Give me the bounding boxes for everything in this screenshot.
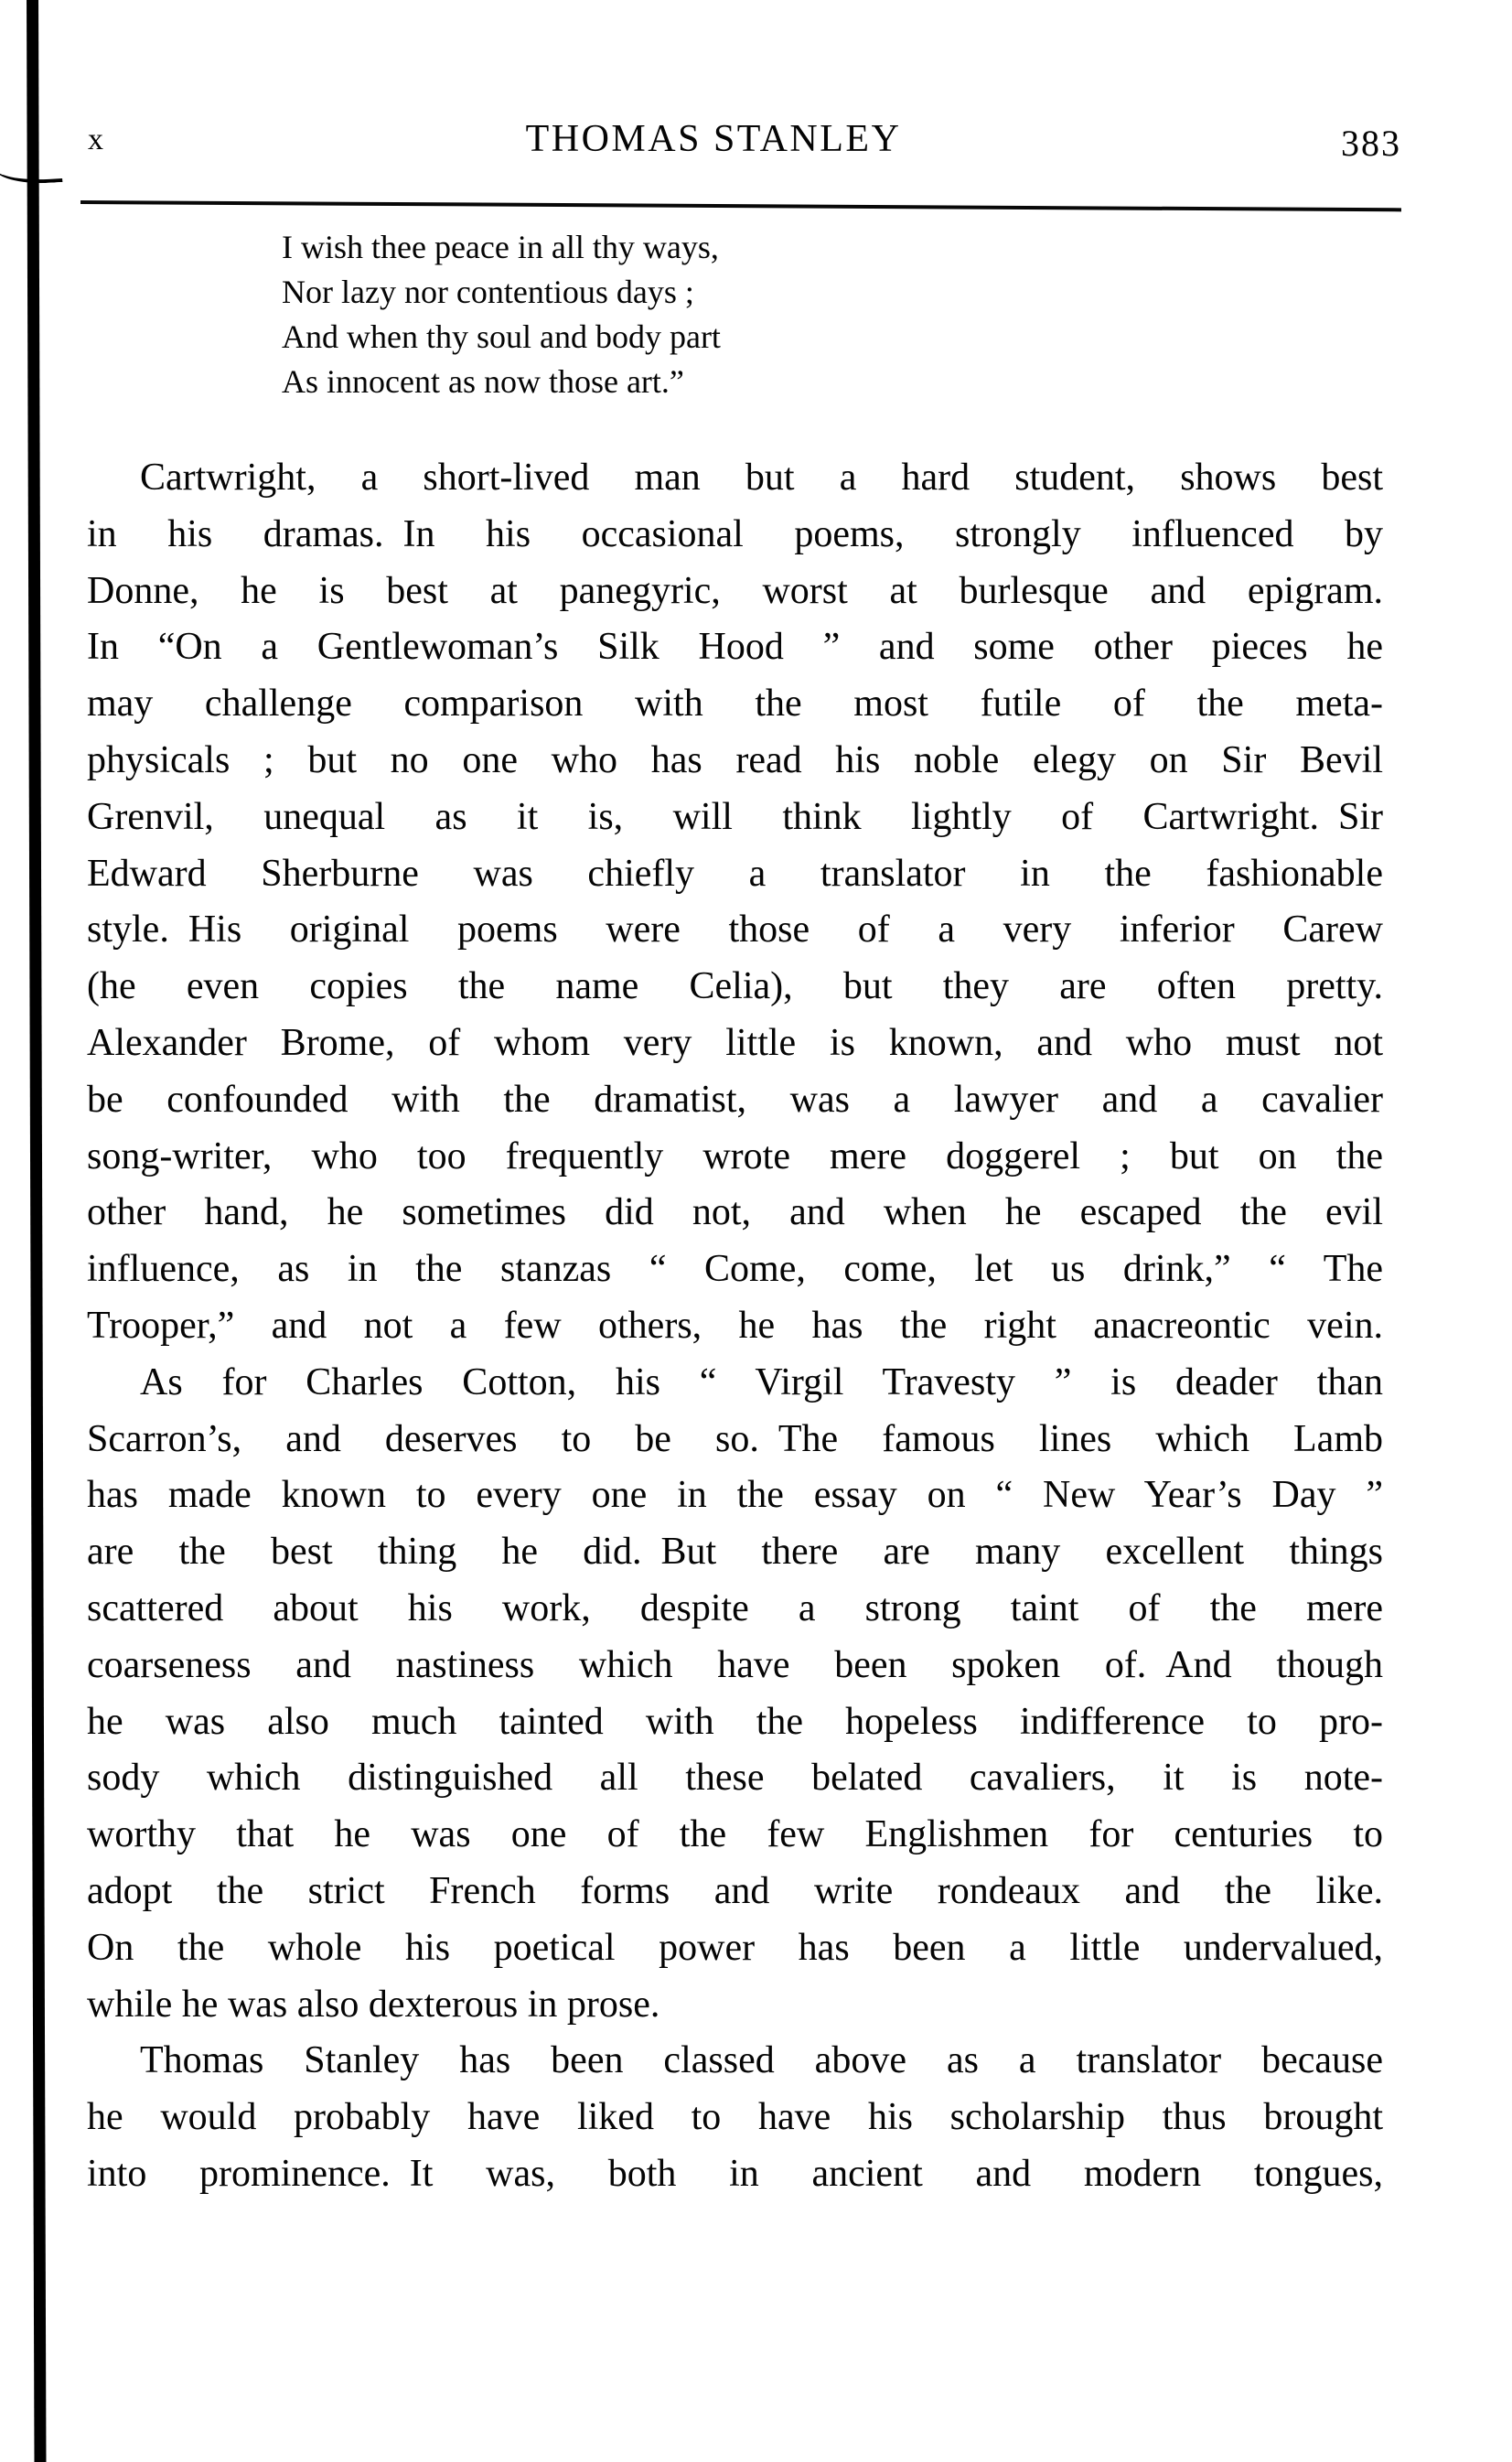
signature-mark: x bbox=[88, 123, 103, 156]
paragraph bbox=[87, 1355, 1383, 2034]
text-line: physicals ; but no one who has read his noble elegy on Sir Bevil bbox=[87, 738, 1383, 781]
text-line: Trooper,” and not a few others, he has the right anacreontic vein. bbox=[87, 1304, 1383, 1347]
text-line: Nor lazy nor contentious days ; bbox=[282, 274, 694, 310]
text-line: style. His original poems were those of a very inferior Carew bbox=[87, 908, 1383, 951]
running-title: THOMAS STANLEY bbox=[525, 118, 902, 160]
paragraph bbox=[87, 450, 1383, 1355]
text-line: into prominence. It was, both in ancient and modern tongues, bbox=[87, 2152, 1383, 2195]
text-line: On the whole his poetical power has been a little undervalued, bbox=[87, 1926, 1383, 1969]
text-line: scattered about his work, despite a strong taint of the mere bbox=[87, 1586, 1383, 1629]
scan-artifact-scratch bbox=[0, 164, 62, 186]
text-line: other hand, he sometimes did not, and when he escaped the evil bbox=[87, 1191, 1383, 1234]
text-line: As innocent as now those art.” bbox=[282, 363, 684, 400]
text-line: worthy that he was one of the few Englishmen for centuries to bbox=[87, 1813, 1383, 1856]
text-line: Thomas Stanley has been classed above as a translator because bbox=[140, 2039, 1383, 2082]
text-line: be confounded with the dramatist, was a lawyer and a cavalier bbox=[87, 1078, 1383, 1121]
text-line: Edward Sherburne was chiefly a translator in the fashionable bbox=[87, 852, 1383, 895]
text-line: coarseness and nastiness which have been spoken of. And though bbox=[87, 1643, 1383, 1686]
text-line: he was also much tainted with the hopeless indifference to pro- bbox=[87, 1700, 1383, 1743]
text-line: has made known to every one in the essay on “ New Year’s Day ” bbox=[87, 1474, 1383, 1517]
text-line: he would probably have liked to have his scholarship thus brought bbox=[87, 2096, 1383, 2139]
text-line: sody which distinguished all these belated cavaliers, it is note- bbox=[87, 1757, 1383, 1800]
text-line: I wish thee peace in all thy ways, bbox=[282, 229, 719, 265]
text-line: And when thy soul and body part bbox=[282, 318, 721, 355]
text-line: may challenge comparison with the most futile of the meta- bbox=[87, 683, 1383, 726]
text-line: influence, as in the stanzas “ Come, come, let us drink,” “ The bbox=[87, 1248, 1383, 1291]
text-line: Scarron’s, and deserves to be so. The famous lines which Lamb bbox=[87, 1417, 1383, 1460]
text-line: while he was also dexterous in prose. bbox=[87, 1983, 660, 2026]
header-rule bbox=[80, 200, 1401, 211]
text-line: Alexander Brome, of whom very little is known, and who must not bbox=[87, 1021, 1383, 1064]
paragraph bbox=[87, 2033, 1383, 2202]
text-line: song-writer, who too frequently wrote mere doggerel ; but on the bbox=[87, 1134, 1383, 1177]
text-line: adopt the strict French forms and write rondeaux and the like. bbox=[87, 1869, 1383, 1912]
page-gutter-edge bbox=[27, 0, 47, 2462]
verse-quote bbox=[282, 225, 721, 404]
text-line: are the best thing he did. But there are many excellent things bbox=[87, 1531, 1383, 1574]
text-line: Donne, he is best at panegyric, worst at burlesque and epigram. bbox=[87, 569, 1383, 612]
text-line: Cartwright, a short-lived man but a hard student, shows best bbox=[140, 457, 1383, 499]
text-line: Grenvil, unequal as it is, will think lightly of Cartwright. Sir bbox=[87, 795, 1383, 838]
text-line: As for Charles Cotton, his “ Virgil Travesty ” is deader than bbox=[140, 1360, 1383, 1403]
page-number: 383 bbox=[1341, 123, 1401, 164]
text-line: (he even copies the name Celia), but they are often pretty. bbox=[87, 965, 1383, 1008]
page-body bbox=[87, 450, 1383, 2203]
text-line: In “On a Gentlewoman’s Silk Hood ” and some other pieces he bbox=[87, 626, 1383, 669]
text-line: in his dramas. In his occasional poems, strongly influenced by bbox=[87, 512, 1383, 555]
